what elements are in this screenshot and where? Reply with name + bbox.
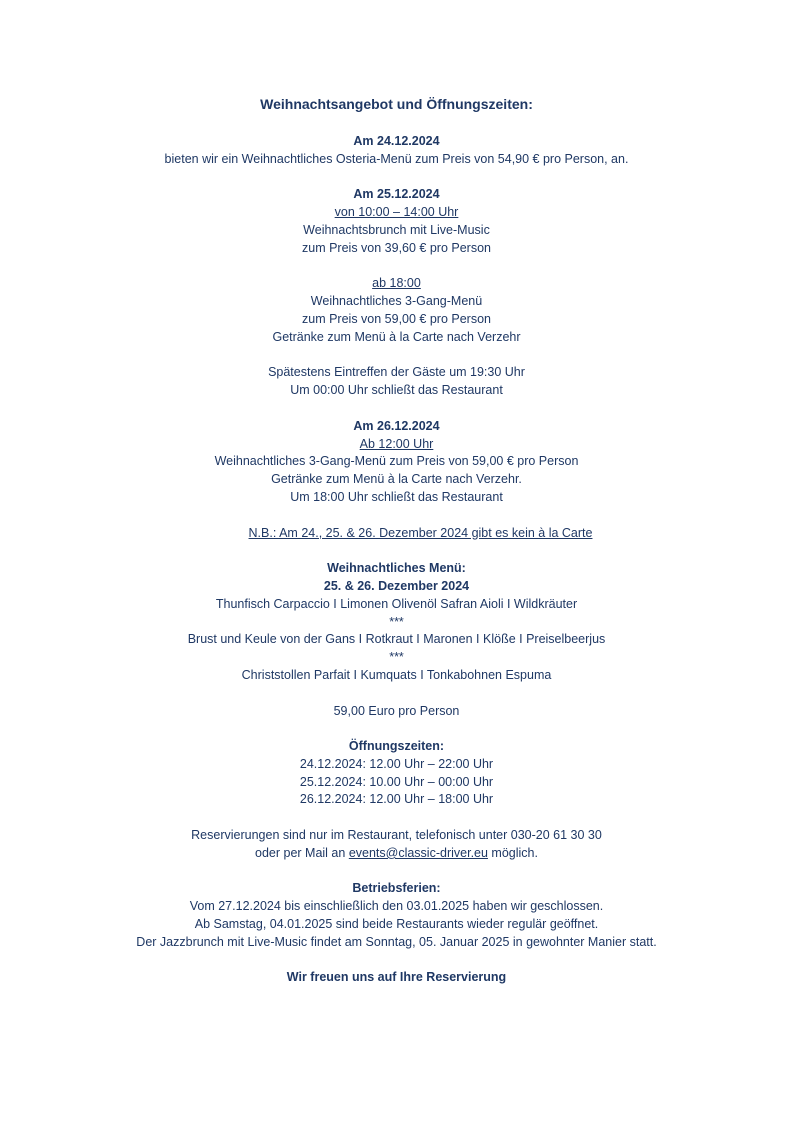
- menu-heading: Weihnachtliches Menü:: [327, 561, 466, 576]
- menu-price: 59,00 Euro pro Person: [333, 703, 460, 718]
- menu-course-main: Brust und Keule von der Gans I Rotkraut I Maronen I Klöße I Preiselbeerjus: [187, 632, 606, 647]
- holidays-line: Der Jazzbrunch mit Live-Music findet am Sonntag, 05. Januar 2025 in gewohnter Manier statt.: [136, 934, 657, 949]
- holidays-line: Vom 27.12.2024 bis einschließlich den 03.01.2025 haben wir geschlossen.: [189, 899, 604, 914]
- menu-separator: ***: [389, 650, 404, 665]
- no-a-la-carte-note: N.B.: Am 24., 25. & 26. Dezember 2024 gibt es kein à la Carte: [248, 525, 593, 540]
- email-link[interactable]: events@classic-driver.eu: [348, 845, 488, 860]
- reservation-line: Reservierungen sind nur im Restaurant, telefonisch unter 030-20 61 30 30: [191, 828, 602, 843]
- date-26-menu: Weihnachtliches 3-Gang-Menü zum Preis von 59,00 € pro Person: [214, 454, 579, 469]
- closing-message: Wir freuen uns auf Ihre Reservierung: [286, 970, 507, 985]
- menu-dates: 25. & 26. Dezember 2024: [323, 578, 470, 593]
- holidays-line: Ab Samstag, 04.01.2025 sind beide Restaurants wieder regulär geöffnet.: [194, 917, 599, 932]
- menu-course-starter: Thunfisch Carpaccio I Limonen Olivenöl Safran Aioli I Wildkräuter: [215, 596, 578, 611]
- date-25-brunch-price: zum Preis von 39,60 € pro Person: [302, 240, 491, 255]
- date-26-heading: Am 26.12.2024: [353, 418, 440, 433]
- hours-line: 24.12.2024: 12.00 Uhr – 22:00 Uhr: [299, 756, 494, 771]
- reservation-mail-prefix: oder per Mail an: [255, 845, 349, 860]
- date-25-arrival: Spätestens Eintreffen der Gäste um 19:30 Uhr: [268, 365, 525, 380]
- date-25-heading: Am 25.12.2024: [353, 187, 440, 202]
- date-26-time: Ab 12:00 Uhr: [359, 436, 434, 451]
- hours-line: 25.12.2024: 10.00 Uhr – 00:00 Uhr: [299, 774, 494, 789]
- date-25-time-evening: ab 18:00: [372, 276, 421, 291]
- page-title: Weihnachtsangebot und Öffnungszeiten:: [260, 96, 533, 112]
- menu-separator: ***: [389, 614, 404, 629]
- hours-line: 26.12.2024: 12.00 Uhr – 18:00 Uhr: [299, 792, 494, 807]
- date-25-closing: Um 00:00 Uhr schließt das Restaurant: [290, 383, 503, 398]
- date-25-brunch: Weihnachtsbrunch mit Live-Music: [303, 222, 490, 237]
- date-24-text: bieten wir ein Weihnachtliches Osteria-Menü zum Preis von 54,90 € pro Person, an.: [164, 151, 629, 166]
- reservation-mail-suffix: möglich.: [487, 845, 538, 860]
- date-26-drinks: Getränke zum Menü à la Carte nach Verzehr.: [271, 472, 522, 487]
- document-content: [0, 133, 793, 987]
- date-25-drinks: Getränke zum Menü à la Carte nach Verzehr: [272, 329, 521, 344]
- date-24-heading: Am 24.12.2024: [353, 134, 440, 148]
- holidays-heading: Betriebsferien:: [352, 881, 441, 896]
- menu-course-dessert: Christstollen Parfait I Kumquats I Tonkabohnen Espuma: [241, 667, 552, 682]
- reservation-mail-line: [0, 845, 793, 863]
- hours-heading: Öffnungszeiten:: [348, 739, 445, 754]
- date-25-time-brunch: von 10:00 – 14:00 Uhr: [334, 205, 459, 220]
- date-26-closing: Um 18:00 Uhr schließt das Restaurant: [290, 489, 503, 504]
- date-25-menu-price: zum Preis von 59,00 € pro Person: [302, 311, 491, 326]
- date-25-menu: Weihnachtliches 3-Gang-Menü: [310, 294, 483, 309]
